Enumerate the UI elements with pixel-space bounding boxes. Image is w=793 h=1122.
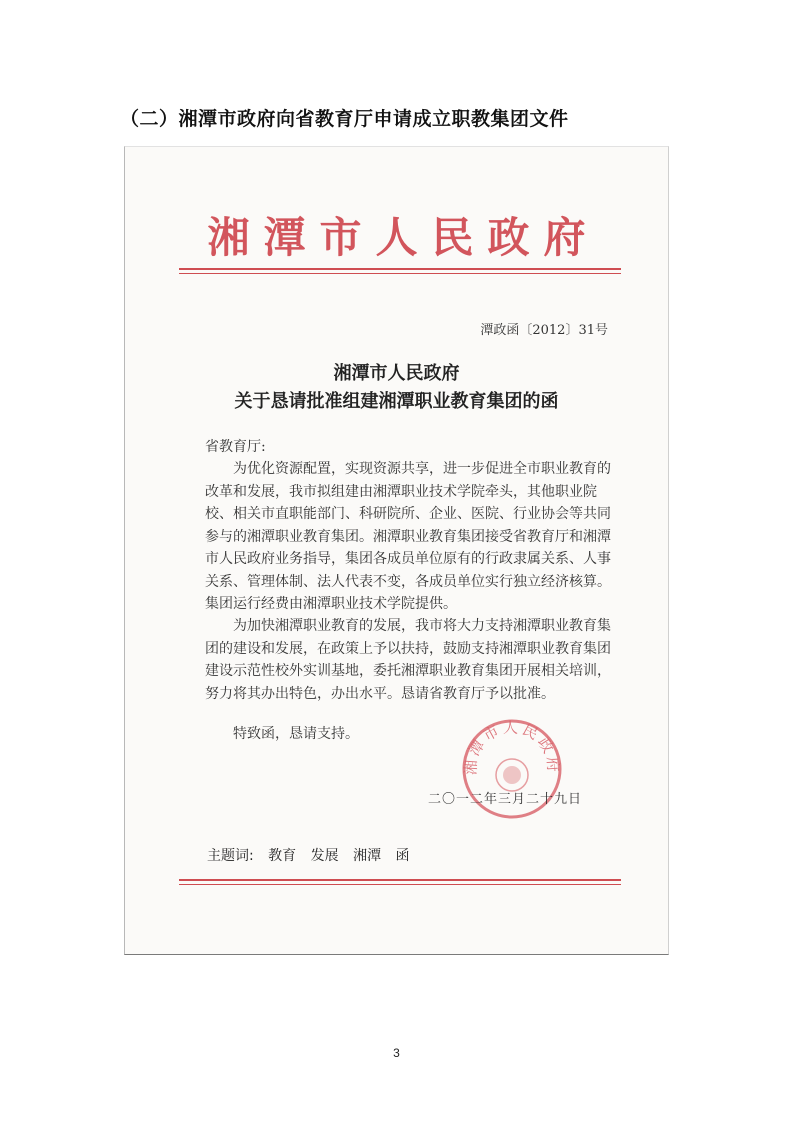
header-red-rule-thin — [179, 273, 621, 274]
keyword: 发展 — [310, 848, 339, 864]
keyword: 湘潭 — [353, 848, 382, 864]
section-heading: （二）湘潭市政府向省教育厅申请成立职教集团文件 — [120, 108, 569, 130]
letter-title-subject: 关于恳请批准组建湘潭职业教育集团的函 — [234, 391, 559, 412]
keywords-label: 主题词: — [207, 848, 254, 864]
scanned-document — [124, 146, 669, 955]
keyword: 函 — [395, 848, 410, 864]
header-red-rule — [179, 268, 621, 270]
signoff: 特致函，恳请支持。 — [233, 726, 359, 742]
body-paragraph-2: 为加快湘潭职业教育的发展，我市将大力支持湘潭职业教育集团的建设和发展，在政策上予以扶持，鼓励支持湘潭职业教育集团建设示范性校外实训基地，委托湘潭职业教育集团开展相关培训，努力将其办出特色，办出水平。恳请省教育厅予以批准。 — [205, 618, 611, 702]
body-paragraph-1: 为优化资源配置，实现资源共享，进一步促进全市职业教育的改革和发展，我市拟组建由湘潭职业技术学院牵头，其他职业院校、相关市直职能部门、科研院所、企业、医院、行业协会等共同参与的湘潭职业教育集团。湘潭职业教育集团接受省教育厅和湘潭市人民政府业务指导，集团各成员单位原有的行政隶属关系、人事关系、管理体制、法人代表不变，各成员单位实行独立经济核算。集团运行经费由湘潭职业技术学院提供。 — [205, 461, 611, 612]
seal-text: 湘潭市人民政府 — [461, 718, 563, 776]
footer-red-rule — [179, 879, 621, 881]
letter-title-issuer: 湘潭市人民政府 — [333, 363, 460, 384]
keyword: 教育 — [268, 848, 297, 864]
page-number: 3 — [393, 1046, 400, 1060]
issue-date: 二〇一二年三月二十九日 — [428, 792, 583, 807]
footer-red-rule-thin — [179, 884, 621, 885]
keywords-line — [207, 845, 410, 865]
issuer-header: 湘潭市人民政府 — [207, 213, 600, 262]
document-number: 潭政函〔2012〕31号 — [480, 323, 608, 338]
salutation: 省教育厅: — [205, 439, 266, 455]
